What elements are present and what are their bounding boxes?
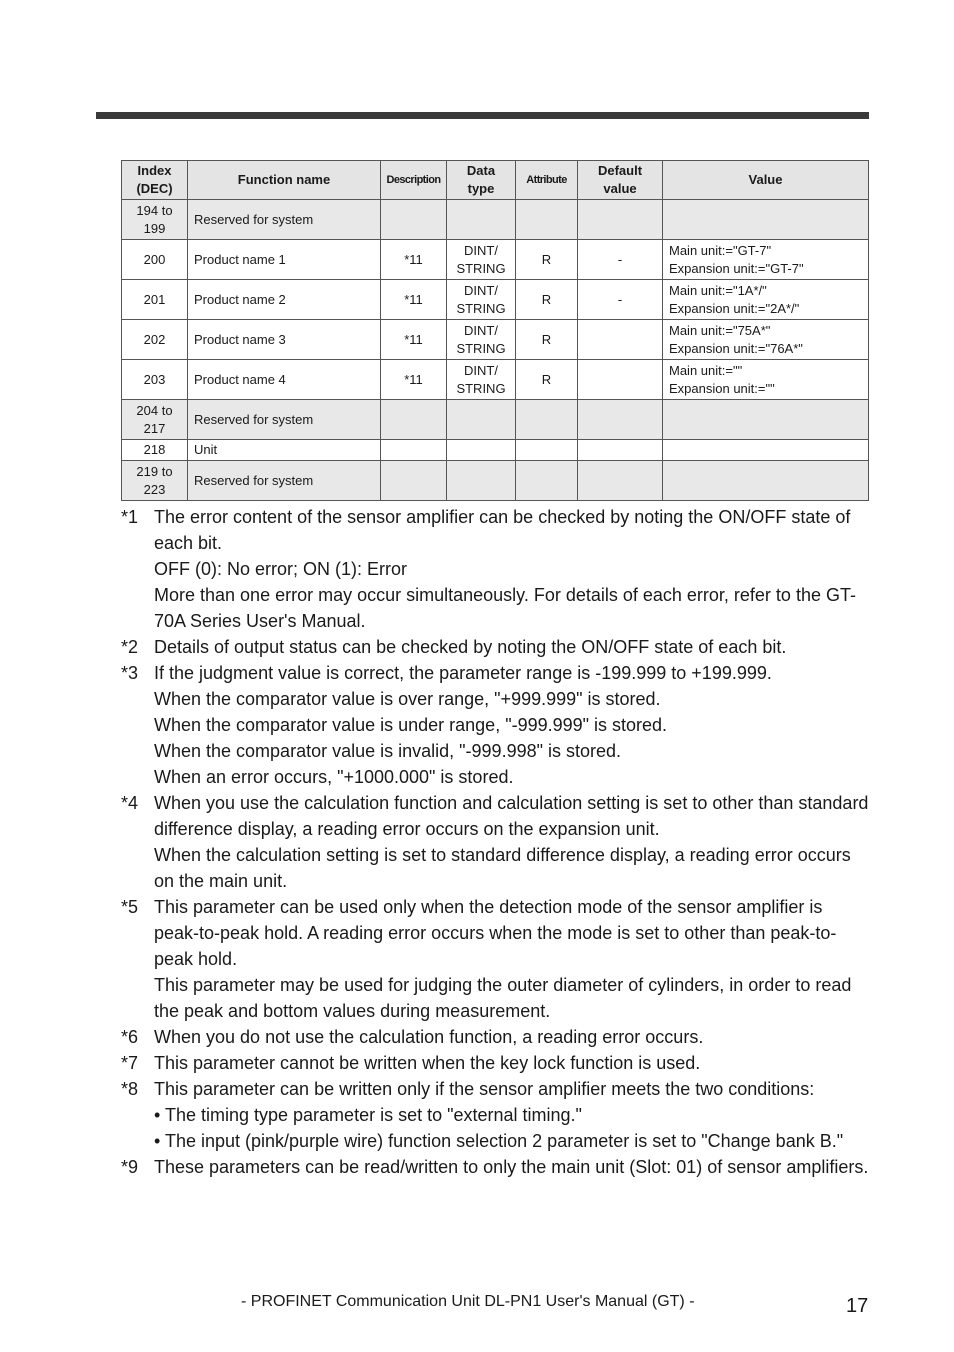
cell-function: Unit — [188, 440, 381, 461]
footnote-text: Details of output status can be checked by noting the ON/OFF state of each bit. — [154, 637, 787, 657]
footnote — [121, 660, 871, 790]
cell-value — [663, 461, 869, 501]
cell-value — [663, 200, 869, 240]
cell-data-type — [447, 400, 516, 440]
cell-value: Main unit:="1A*/" Expansion unit:="2A*/" — [663, 280, 869, 320]
footnote-text: If the judgment value is correct, the parameter range is -199.999 to +199.999. — [154, 663, 772, 683]
cell-value — [663, 440, 869, 461]
footnote-text: OFF (0): No error; ON (1): Error — [154, 559, 408, 579]
footnote — [121, 504, 871, 634]
cell-attribute — [516, 400, 578, 440]
footnote — [121, 1050, 871, 1076]
footnote — [121, 894, 871, 1024]
header-default-value: Default value — [578, 161, 663, 200]
cell-function: Product name 2 — [188, 280, 381, 320]
footnote-text: This parameter can be written only if the sensor amplifier meets the two conditions: — [154, 1079, 815, 1099]
header-description: Description — [381, 161, 447, 200]
footnote-text: These parameters can be read/written to only the main unit (Slot: 01) of sensor amplifiers. — [154, 1157, 869, 1177]
header-data-type: Data type — [447, 161, 516, 200]
cell-attribute: R — [516, 320, 578, 360]
cell-value: Main unit:="75A*" Expansion unit:="76A*" — [663, 320, 869, 360]
footnote-text: More than one error may occur simultaneously. For details of each error, refer to the GT-70A Series User's Manual. — [154, 585, 856, 631]
footnote-text: When the comparator value is invalid, "-999.998" is stored. — [154, 741, 622, 761]
cell-value: Main unit:="GT-7" Expansion unit:="GT-7" — [663, 240, 869, 280]
table-row — [122, 440, 869, 461]
cell-index: 203 — [122, 360, 188, 400]
footnote-text: When an error occurs, "+1000.000" is stored. — [154, 767, 514, 787]
cell-attribute: R — [516, 240, 578, 280]
cell-data-type: DINT/ STRING — [447, 320, 516, 360]
footnote-text: When the calculation setting is set to standard difference display, a reading error occurs on the main unit. — [154, 845, 851, 891]
footer-title: - PROFINET Communication Unit DL-PN1 User's Manual (GT) - — [241, 1293, 695, 1310]
footnote — [121, 1024, 871, 1050]
table-row — [122, 360, 869, 400]
table-header-row — [122, 161, 869, 200]
cell-index: 219 to 223 — [122, 461, 188, 501]
cell-attribute — [516, 440, 578, 461]
footnote-marker: *6 — [121, 1027, 139, 1047]
cell-attribute: R — [516, 280, 578, 320]
header-index: Index (DEC) — [122, 161, 188, 200]
cell-default — [578, 320, 663, 360]
cell-index: 200 — [122, 240, 188, 280]
footnote-text: When you use the calculation function and calculation setting is set to other than standard difference display, a reading error occurs on the expansion unit. — [154, 793, 869, 839]
cell-description — [381, 461, 447, 501]
footnotes — [121, 504, 871, 1180]
parameter-table — [121, 160, 869, 501]
table-row — [122, 280, 869, 320]
page-number: 17 — [846, 1295, 869, 1317]
cell-attribute — [516, 200, 578, 240]
cell-description: *11 — [381, 280, 447, 320]
footnote-text: This parameter can be used only when the detection mode of the sensor amplifier is peak-to-peak hold. A reading error occurs when the mode is set to other than peak-to-peak hold. — [154, 897, 837, 969]
cell-default — [578, 360, 663, 400]
footnote-marker: *3 — [121, 663, 139, 683]
cell-index: 218 — [122, 440, 188, 461]
cell-function: Product name 4 — [188, 360, 381, 400]
cell-index: 194 to 199 — [122, 200, 188, 240]
table-row — [122, 400, 869, 440]
cell-index: 202 — [122, 320, 188, 360]
cell-default — [578, 400, 663, 440]
footnote-text: When the comparator value is under range, "-999.999" is stored. — [154, 715, 668, 735]
footnote-text: The error content of the sensor amplifier can be checked by noting the ON/OFF state of each bit. — [154, 507, 851, 553]
table-row — [122, 200, 869, 240]
header-function-name: Function name — [188, 161, 381, 200]
footnote — [121, 634, 871, 660]
footnote-text: When the comparator value is over range, "+999.999" is stored. — [154, 689, 661, 709]
table-row — [122, 240, 869, 280]
cell-data-type: DINT/ STRING — [447, 280, 516, 320]
footnote-marker: *2 — [121, 637, 139, 657]
cell-attribute — [516, 461, 578, 501]
footnote — [121, 790, 871, 894]
cell-default: - — [578, 280, 663, 320]
cell-function: Reserved for system — [188, 461, 381, 501]
cell-description — [381, 440, 447, 461]
cell-function: Product name 1 — [188, 240, 381, 280]
footnote-text: When you do not use the calculation function, a reading error occurs. — [154, 1027, 704, 1047]
cell-description: *11 — [381, 320, 447, 360]
cell-index: 201 — [122, 280, 188, 320]
header-value: Value — [663, 161, 869, 200]
cell-data-type: DINT/ STRING — [447, 360, 516, 400]
header-rule — [96, 112, 869, 119]
table-row — [122, 461, 869, 501]
cell-attribute: R — [516, 360, 578, 400]
footnote-marker: *5 — [121, 897, 139, 917]
cell-value — [663, 400, 869, 440]
footnote — [121, 1154, 871, 1180]
footnote-bullet: • The input (pink/purple wire) function selection 2 parameter is set to "Change bank B." — [154, 1131, 844, 1151]
header-attribute: Attribute — [516, 161, 578, 200]
cell-default — [578, 440, 663, 461]
footnote-bullet: • The timing type parameter is set to "external timing." — [154, 1105, 582, 1125]
footnote — [121, 1076, 871, 1154]
cell-function: Product name 3 — [188, 320, 381, 360]
cell-default: - — [578, 240, 663, 280]
cell-index: 204 to 217 — [122, 400, 188, 440]
cell-function: Reserved for system — [188, 200, 381, 240]
cell-description — [381, 400, 447, 440]
cell-description: *11 — [381, 360, 447, 400]
footnote-marker: *1 — [121, 507, 139, 527]
cell-default — [578, 461, 663, 501]
cell-data-type — [447, 200, 516, 240]
footnote-text: This parameter cannot be written when the key lock function is used. — [154, 1053, 701, 1073]
footnote-marker: *8 — [121, 1079, 139, 1099]
cell-data-type — [447, 440, 516, 461]
cell-data-type: DINT/ STRING — [447, 240, 516, 280]
cell-description — [381, 200, 447, 240]
footnote-marker: *9 — [121, 1157, 139, 1177]
cell-value: Main unit:="" Expansion unit:="" — [663, 360, 869, 400]
footnote-marker: *7 — [121, 1053, 139, 1073]
table-row — [122, 320, 869, 360]
cell-default — [578, 200, 663, 240]
cell-data-type — [447, 461, 516, 501]
footnote-marker: *4 — [121, 793, 139, 813]
cell-function: Reserved for system — [188, 400, 381, 440]
cell-description: *11 — [381, 240, 447, 280]
footnote-text: This parameter may be used for judging the outer diameter of cylinders, in order to read the peak and bottom values during measurement. — [154, 975, 852, 1021]
